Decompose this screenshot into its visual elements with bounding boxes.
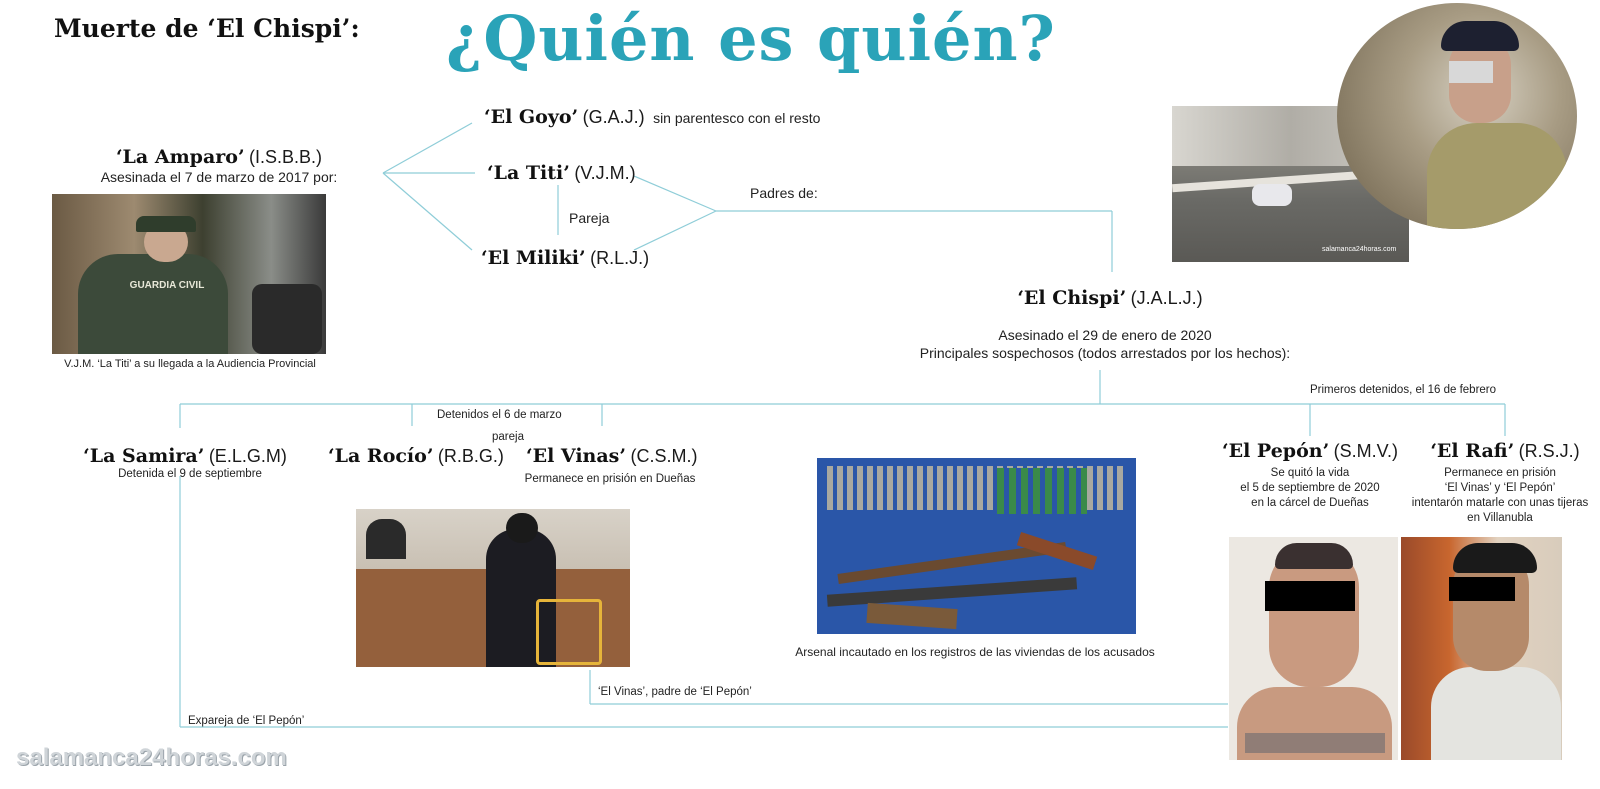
amparo-note: Asesinada el 7 de marzo de 2017 por: [100,169,338,185]
person-miliki [481,247,649,269]
nickname: ‘El Goyo’ [484,106,579,128]
rafi-note-2: ‘El Vinas’ y ‘El Pepón’ [1444,482,1556,494]
relation-vinas-padre: ‘El Vinas’, padre de ‘El Pepón’ [598,686,752,698]
header-subtitle: Muerte de ‘El Chispi’: [54,14,360,43]
relation-pareja: Pareja [569,210,610,226]
relation-primeros: Primeros detenidos, el 16 de febrero [1310,384,1497,396]
watermark-logo: salamanca24horas.com [16,744,287,771]
nickname: ‘La Rocío’ [328,445,434,467]
person-vinas [526,445,697,467]
initials: (R.S.J.) [1518,441,1580,461]
censor-bar [1265,581,1355,611]
person-rocio [328,445,504,467]
page-title: ¿Quién es quién? [446,2,1056,75]
rafi-note-1: Permanece en prisión [1444,467,1556,479]
pepon-note-3: en la cárcel de Dueñas [1251,497,1369,509]
initials: (I.S.B.B.) [249,147,323,167]
initials: (C.S.M.) [630,446,698,466]
photo-guardia-civil [52,194,326,354]
person-pepon [1205,440,1415,462]
nickname: ‘El Chispi’ [1017,287,1127,309]
caption-guardia: V.J.M. ‘La Titi’ a su llegada a la Audiencia Provincial [64,358,316,370]
nickname: ‘La Titi’ [487,162,570,184]
relation-pareja-2: pareja [492,431,524,443]
samira-note: Detenida el 9 de septiembre [118,468,262,480]
photo-rafi [1401,537,1562,760]
person-rafi [1410,440,1600,462]
relation-padres: Padres de: [750,185,818,201]
pepon-note [1215,466,1405,511]
person-chispi [980,287,1240,309]
goyo-note: sin parentesco con el resto [653,110,821,126]
photo-watermark: salamanca24horas.com [1322,246,1397,253]
vinas-note: Permanece en prisión en Dueñas [524,473,696,485]
nickname: ‘La Samira’ [83,445,205,467]
initials: (V.J.M.) [574,163,636,183]
person-titi [487,162,636,184]
initials: (R.L.J.) [590,248,650,268]
caption-arsenal: Arsenal incautado en los registros de las viviendas de los acusados [795,645,1155,659]
nickname: ‘La Amparo’ [115,146,245,168]
rafi-note-3: intentarón matarle con unas tijeras [1411,497,1589,509]
relation-detenidos-marzo: Detenidos el 6 de marzo [437,409,562,421]
chispi-note1: Asesinado el 29 de enero de 2020 [998,327,1212,343]
initials: (E.L.G.M) [208,446,287,466]
person-amparo [84,146,354,168]
relation-expareja: Expareja de ‘El Pepón’ [188,715,305,727]
initials: (S.M.V.) [1333,441,1398,461]
pepon-note-1: Se quitó la vida [1270,467,1350,479]
censor-bar [1449,577,1515,601]
person-samira [70,445,300,467]
nickname: ‘El Pepón’ [1222,440,1330,462]
rafi-note [1400,466,1600,526]
photo-pepon [1229,537,1398,760]
initials: (R.B.G.) [437,446,504,466]
photo-chispi-portrait [1337,3,1577,229]
pepon-note-2: el 5 de septiembre de 2020 [1240,482,1380,494]
initials: (J.A.L.J.) [1130,288,1203,308]
chispi-note2: Principales sospechosos (todos arrestados por los hechos): [919,345,1291,361]
nickname: ‘El Vinas’ [526,445,626,467]
photo-courtroom [356,509,630,667]
rafi-note-4: en Villanubla [1467,512,1533,524]
nickname: ‘El Miliki’ [481,247,586,269]
photo-arsenal [817,458,1136,634]
uniform-label: GUARDIA CIVIL [129,280,205,291]
nickname: ‘El Rafi’ [1430,440,1515,462]
initials: (G.A.J.) [582,107,645,127]
person-goyo [484,106,820,128]
